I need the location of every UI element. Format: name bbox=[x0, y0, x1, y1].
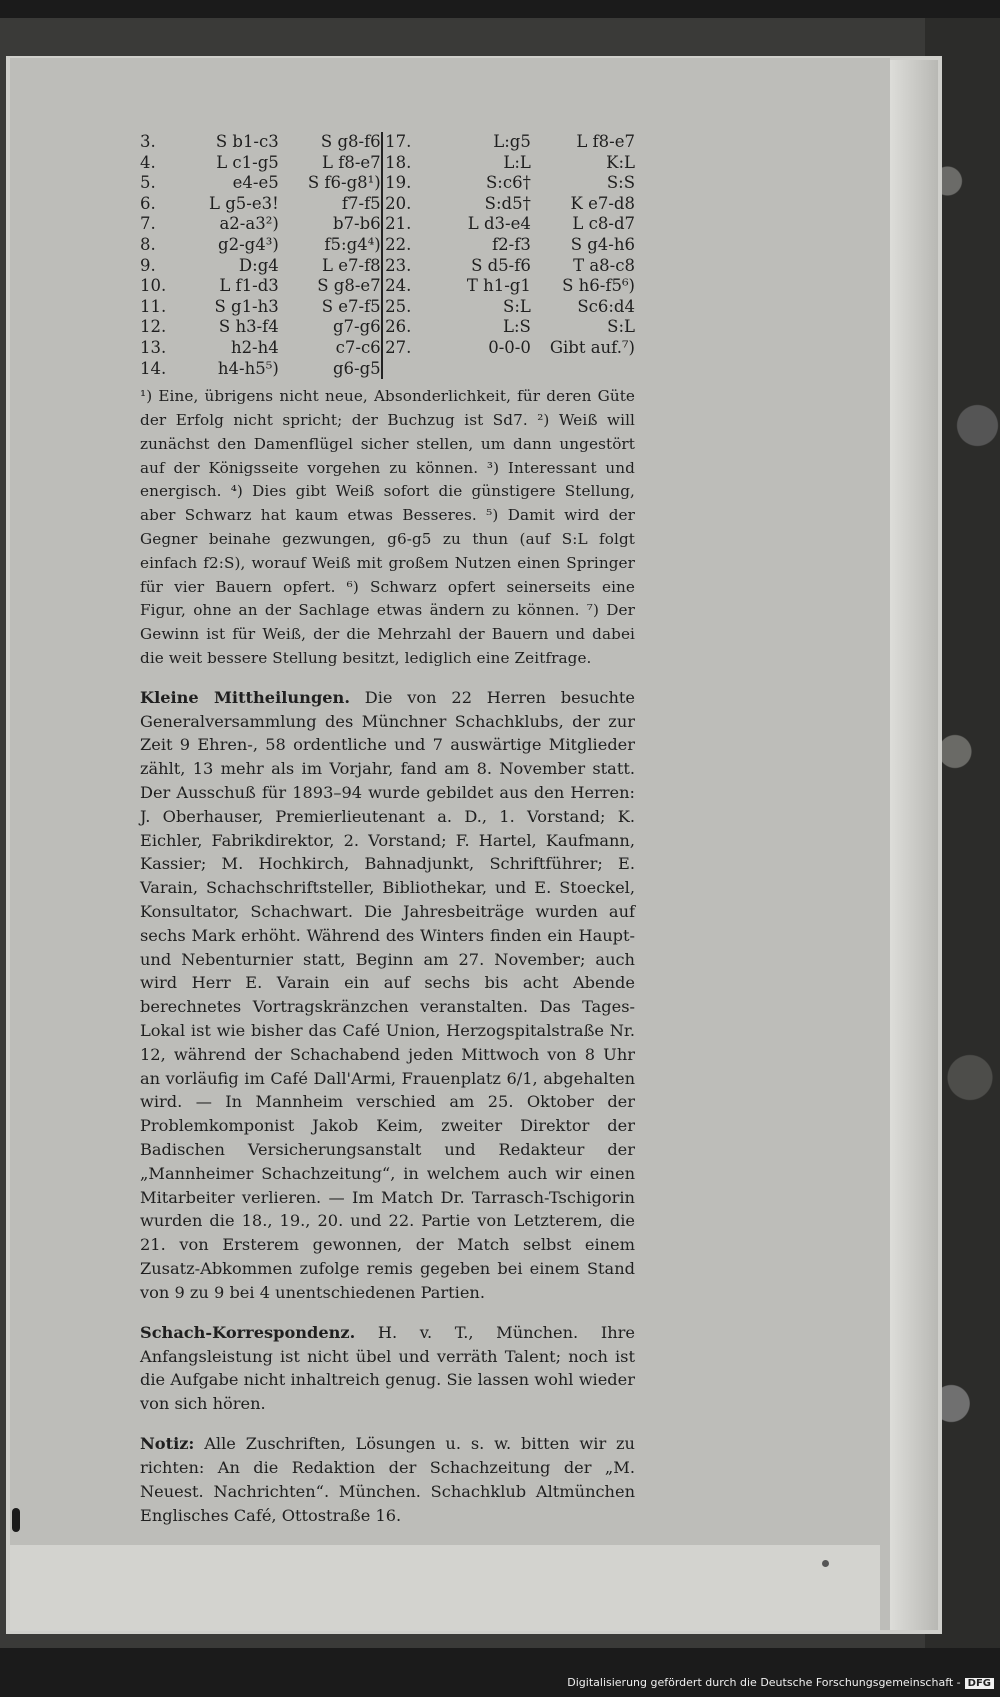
move-number-2: 22. bbox=[385, 234, 412, 254]
black-move-2: Sc6:d4 bbox=[577, 296, 635, 316]
black-move: L f8-e7 bbox=[322, 152, 381, 172]
move-number-2: 20. bbox=[385, 193, 412, 213]
black-move: S e7-f5 bbox=[321, 296, 381, 316]
white-move-2: L:g5 bbox=[493, 132, 531, 151]
black-move: f5:g4⁴) bbox=[324, 234, 381, 254]
black-move: f7-f5 bbox=[341, 193, 381, 213]
black-move-2: S g4-h6 bbox=[570, 234, 635, 254]
white-move: L f1-d3 bbox=[219, 276, 279, 296]
digitization-credit bbox=[567, 1676, 994, 1689]
black-move-2: K e7-d8 bbox=[570, 193, 635, 213]
section-body: Alle Zuschriften, Lösungen u. s. w. bitten wir zu richten: An die Redaktion der Schachzeitung der „M. Neuest. Nachrichten“. München. Schachklub Altmünchen Englisches Café, Ottostraße 16. bbox=[140, 1434, 635, 1525]
move-number-2: 25. bbox=[385, 296, 412, 316]
black-move-2: L f8-e7 bbox=[576, 132, 635, 151]
white-move-2: 0-0-0 bbox=[488, 337, 531, 357]
white-move-2: f2-f3 bbox=[492, 234, 531, 254]
game-moves-table bbox=[140, 132, 635, 379]
paper-speck bbox=[822, 1560, 829, 1567]
white-move: g2-g4³) bbox=[218, 234, 279, 254]
move-number-2: 21. bbox=[385, 214, 412, 234]
black-move-2: L c8-d7 bbox=[572, 214, 635, 234]
white-move-2: S:d5† bbox=[484, 193, 531, 213]
black-move-2: T a8-c8 bbox=[573, 255, 635, 275]
black-move-2: S:S bbox=[606, 173, 635, 193]
move-number: 3. bbox=[140, 132, 156, 151]
credit-text: Digitalisierung gefördert durch die Deutsche Forschungsgemeinschaft - bbox=[567, 1676, 961, 1689]
white-move: S h3-f4 bbox=[218, 317, 279, 337]
white-move-2: L:S bbox=[503, 317, 531, 337]
move-number: 5. bbox=[140, 173, 156, 193]
section-body: H. v. T., München. Ihre Anfangsleistung ist nicht übel und verräth Talent; noch ist die Aufgabe nicht inhaltreich genug. Sie lassen wohl wieder von sich hören. bbox=[140, 1322, 635, 1414]
move-number-2: 23. bbox=[385, 255, 412, 275]
section-heading: Schach-Korrespondenz. bbox=[140, 1322, 356, 1342]
move-number: 13. bbox=[140, 337, 167, 357]
move-number-2: 19. bbox=[385, 173, 412, 193]
black-move: c7-c6 bbox=[335, 337, 381, 357]
move-row bbox=[140, 153, 635, 174]
white-move: L c1-g5 bbox=[216, 152, 279, 172]
move-row bbox=[140, 214, 635, 235]
move-row bbox=[140, 317, 635, 338]
move-number: 12. bbox=[140, 317, 167, 337]
move-row bbox=[140, 338, 635, 359]
move-number: 4. bbox=[140, 152, 156, 172]
move-row bbox=[140, 359, 635, 380]
black-move: S g8-e7 bbox=[317, 276, 381, 296]
white-move: h2-h4 bbox=[230, 337, 279, 357]
move-number-2 bbox=[385, 359, 424, 380]
move-number-2: 24. bbox=[385, 276, 412, 296]
page-content bbox=[140, 132, 635, 1544]
move-number: 7. bbox=[140, 214, 156, 234]
white-move: e4-e5 bbox=[232, 173, 279, 193]
move-number: 6. bbox=[140, 193, 156, 213]
schach-korrespondenz bbox=[140, 1321, 635, 1416]
black-move: b7-b6 bbox=[332, 214, 381, 234]
white-move: S g1-h3 bbox=[214, 296, 279, 316]
move-number-2: 27. bbox=[385, 337, 412, 357]
white-move: D:g4 bbox=[238, 255, 279, 275]
white-move-2: L d3-e4 bbox=[467, 214, 531, 234]
black-move-2: Gibt auf.⁷) bbox=[549, 337, 635, 357]
white-move-2: S:c6† bbox=[486, 173, 531, 193]
annotation-notes: ¹) Eine, übrigens nicht neue, Absonderlichkeit, für deren Güte der Erfolg nicht spricht; der Buchzug ist Sd7. ²) Weiß will zunächst den Damenflügel sicher stellen, um dann ungestört auf der Königsseite vorgehen zu können. ³) Interessant und energisch. ⁴) Dies gibt Weiß sofort die günstigere Stellung, aber Schwarz hat kaum etwas Besseres. ⁵) Damit wird der Gegner beinahe gezwungen, g6-g5 zu thun (auf S:L folgt einfach f2:S), worauf Weiß mit großem Nutzen einen Springer für vier Bauern opfert. ⁶) Schwarz opfert seinerseits eine Figur, ohne an der Sachlage etwas ändern zu können. ⁷) Der Gewinn ist für Weiß, der die Mehrzahl der Bauern und dabei die weit bessere Stellung besitzt, lediglich eine Zeitfrage. bbox=[140, 387, 635, 667]
black-move: S g8-f6 bbox=[320, 132, 381, 151]
ink-blot bbox=[12, 1508, 20, 1532]
white-move-2 bbox=[424, 359, 530, 380]
white-move-2: T h1-g1 bbox=[466, 276, 531, 296]
white-move: a2-a3²) bbox=[219, 214, 279, 234]
move-number: 14. bbox=[140, 358, 167, 378]
white-move: L g5-e3! bbox=[209, 193, 279, 213]
move-row bbox=[140, 132, 635, 153]
black-move: S f6-g8¹) bbox=[307, 173, 381, 193]
section-heading: Notiz: bbox=[140, 1434, 195, 1454]
black-move: L e7-f8 bbox=[322, 255, 381, 275]
white-move: S b1-c3 bbox=[215, 132, 279, 151]
white-move-2: L:L bbox=[503, 152, 531, 172]
black-move-2: S h6-f5⁶) bbox=[562, 276, 635, 296]
section-heading: Kleine Mittheilungen. bbox=[140, 687, 350, 707]
move-number: 10. bbox=[140, 276, 167, 296]
notiz bbox=[140, 1432, 635, 1527]
move-number: 11. bbox=[140, 296, 167, 316]
page-bottom-strip bbox=[10, 1545, 880, 1631]
black-move: g7-g6 bbox=[332, 317, 381, 337]
black-move-2 bbox=[531, 359, 635, 380]
move-row bbox=[140, 297, 635, 318]
white-move-2: S d5-f6 bbox=[471, 255, 531, 275]
move-number: 8. bbox=[140, 234, 156, 254]
section-body: Die von 22 Herren besuchte Generalversammlung des Münchner Schachklubs, der zur Zeit 9 Ehren-, 58 ordentliche und 7 auswärtige Mitglieder zählt, 13 mehr als im Vorjahr, fand am 8. November statt. Der Ausschuß für 1893–94 wurde gebildet aus den Herren: J. Oberhauser, Premierlieutenant a. D., 1. Vorstand; K. Eichler, Fabrikdirektor, 2. Vorstand; F. Hartel, Kaufmann, Kassier; M. Hochkirch, Bahnadjunkt, Schriftführer; E. Varain, Schachschriftsteller, Bibliothekar, und E. Stoeckel, Konsultator, Schachwart. Die Jahresbeiträge wurden auf sechs Mark erhöht. Während des Winters finden ein Haupt- und Nebenturnier statt, Beginn am 27. November; auch wird Herr E. Varain ein auf sechs bis acht Abende berechnetes Vortragskränzchen veranstalten. Das Tages-Lokal ist wie bisher das Café Union, Herzogspitalstraße Nr. 12, während der Schachabend jeden Mittwoch von 8 Uhr an vorläufig im Café Dall'Armi, Frauenplatz 6/1, abgehalten wird. — In Mannheim verschied am 25. Oktober der Problemkomponist Jakob Keim, zweiter Direktor der Badischen Versicherungsanstalt und Redakteur der „Mannheimer Schachzeitung“, in welchem auch wir einen Mitarbeiter verlieren. — Im Match Dr. Tarrasch-Tschigorin wurden die 18., 19., 20. und 22. Partie von Letzterem, die 21. von Ersterem gewonnen, der Match selbst einem Zusatz-Abkommen zufolge remis gegeben bei einem Stand von 9 zu 9 bei 4 unentschiedenen Partien. bbox=[140, 687, 635, 1302]
dfg-logo: DFG bbox=[965, 1678, 994, 1689]
move-row bbox=[140, 194, 635, 215]
black-move: g6-g5 bbox=[332, 358, 381, 378]
move-row bbox=[140, 173, 635, 194]
move-number-2: 26. bbox=[385, 317, 412, 337]
move-number-2: 18. bbox=[385, 152, 412, 172]
kleine-mittheilungen bbox=[140, 686, 635, 1305]
move-row bbox=[140, 256, 635, 277]
move-row bbox=[140, 235, 635, 256]
black-move-2: S:L bbox=[607, 317, 635, 337]
move-number-2: 17. bbox=[385, 132, 412, 151]
black-move-2: K:L bbox=[606, 152, 635, 172]
move-number: 9. bbox=[140, 255, 156, 275]
move-row bbox=[140, 276, 635, 297]
white-move-2: S:L bbox=[503, 296, 531, 316]
white-move: h4-h5⁵) bbox=[217, 358, 279, 378]
